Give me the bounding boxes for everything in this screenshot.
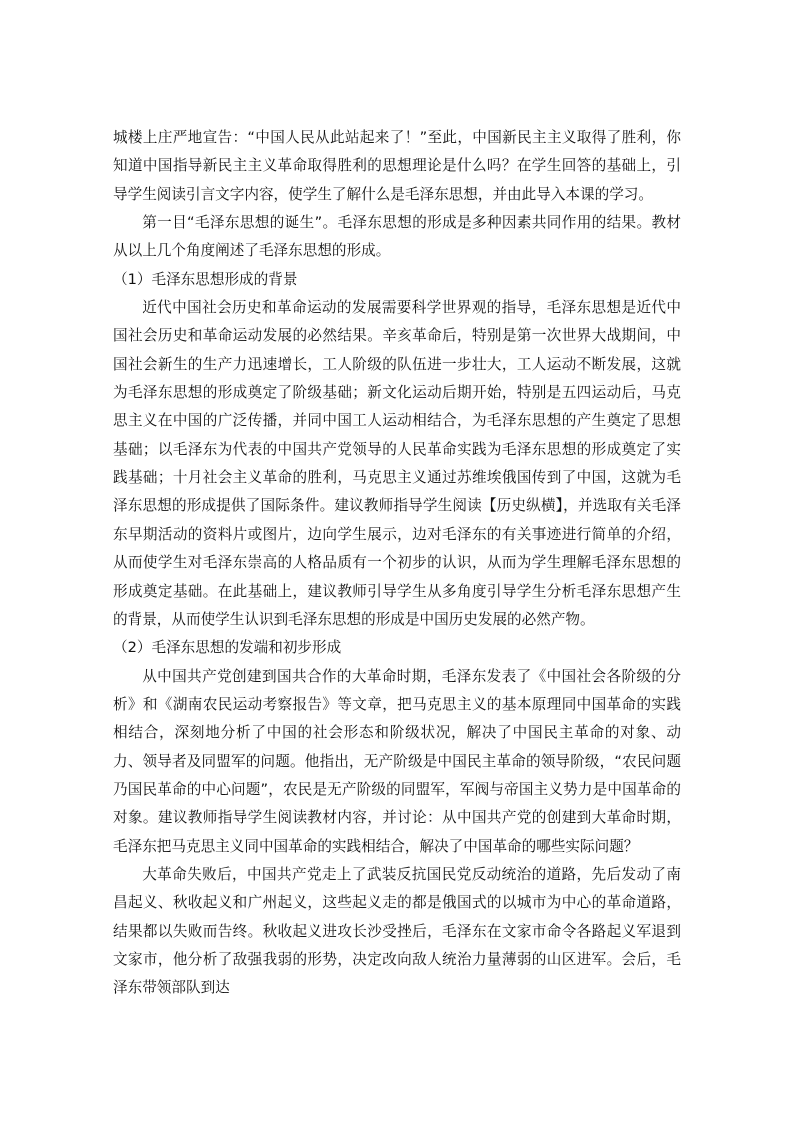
paragraph-section-one-overview: 第一目“毛泽东思想的诞生”。毛泽东思想的形成是多种因素共同作用的结果。教材从以上几个角度阐述了毛泽东思想的形成。 <box>113 214 681 260</box>
subheading-initial-formation: （2）毛泽东思想的发端和初步形成 <box>113 639 342 657</box>
paragraph-after-revolution: 大革命失败后，中国共产党走上了武装反抗国民党反动统治的道路，先后发动了南昌起义、秋收起义和广州起义，这些起义走的都是俄国式的以城市为中心的革命道路，结果都以失败而告终。秋收起义进攻长沙受挫后，毛泽东在文家市命令各路起义军退到文家市，他分析了敌强我弱的形势，决定改向敌人统治力量薄弱的山区进军。会后，毛泽东带领部队到达 <box>113 865 681 997</box>
paragraph-intro-continued: 城楼上庄严地宣告：“中国人民从此站起来了！”至此，中国新民主主义取得了胜利，你知道中国指导新民主主义革命取得胜利的思想理论是什么吗？在学生回答的基础上，引导学生阅读引言文字内容，使学生了解什么是毛泽东思想，并由此导入本课的学习。 <box>113 129 681 203</box>
subheading-background: （1）毛泽东思想形成的背景 <box>113 270 298 288</box>
document-body <box>113 124 681 1003</box>
paragraph-background: 近代中国社会历史和革命运动的发展需要科学世界观的指导，毛泽东思想是近代中国社会历史和革命运动发展的必然结果。辛亥革命后，特别是第一次世界大战期间，中国社会新生的生产力迅速增长，工人阶级的队伍进一步壮大，工人运动不断发展，这就为毛泽东思想的形成奠定了阶级基础；新文化运动后期开始，特别是五四运动后，马克思主义在中国的广泛传播，并同中国工人运动相结合，为毛泽东思想的产生奠定了思想基础；以毛泽东为代表的中国共产党领导的人民革命实践为毛泽东思想的形成奠定了实践基础；十月社会主义革命的胜利，马克思主义通过苏维埃俄国传到了中国，这就为毛泽东思想的形成提供了国际条件。建议教师指导学生阅读【历史纵横】，并选取有关毛泽东早期活动的资料片或图片，边向学生展示，边对毛泽东的有关事迹进行简单的介绍，从而使学生对毛泽东崇高的人格品质有一个初步的认识，从而为学生理解毛泽东思想的形成奠定基础。在此基础上，建议教师引导学生从多角度引导学生分析毛泽东思想产生的背景，从而使学生认识到毛泽东思想的形成是中国历史发展的必然产物。 <box>113 299 681 628</box>
paragraph-great-revolution: 从中国共产党创建到国共合作的大革命时期，毛泽东发表了《中国社会各阶级的分析》和《湖南农民运动考察报告》等文章，把马克思主义的基本原理同中国革命的实践相结合，深刻地分析了中国的社会形态和阶级状况，解决了中国民主革命的对象、动力、领导者及同盟军的问题。他指出，无产阶级是中国民主革命的领导阶级，“农民问题乃国民革命的中心问题”，农民是无产阶级的同盟军，军阀与帝国主义势力是中国革命的对象。建议教师指导学生阅读教材内容，并讨论：从中国共产党的创建到大革命时期，毛泽东把马克思主义同中国革命的实践相结合，解决了中国革命的哪些实际问题？ <box>113 667 681 855</box>
